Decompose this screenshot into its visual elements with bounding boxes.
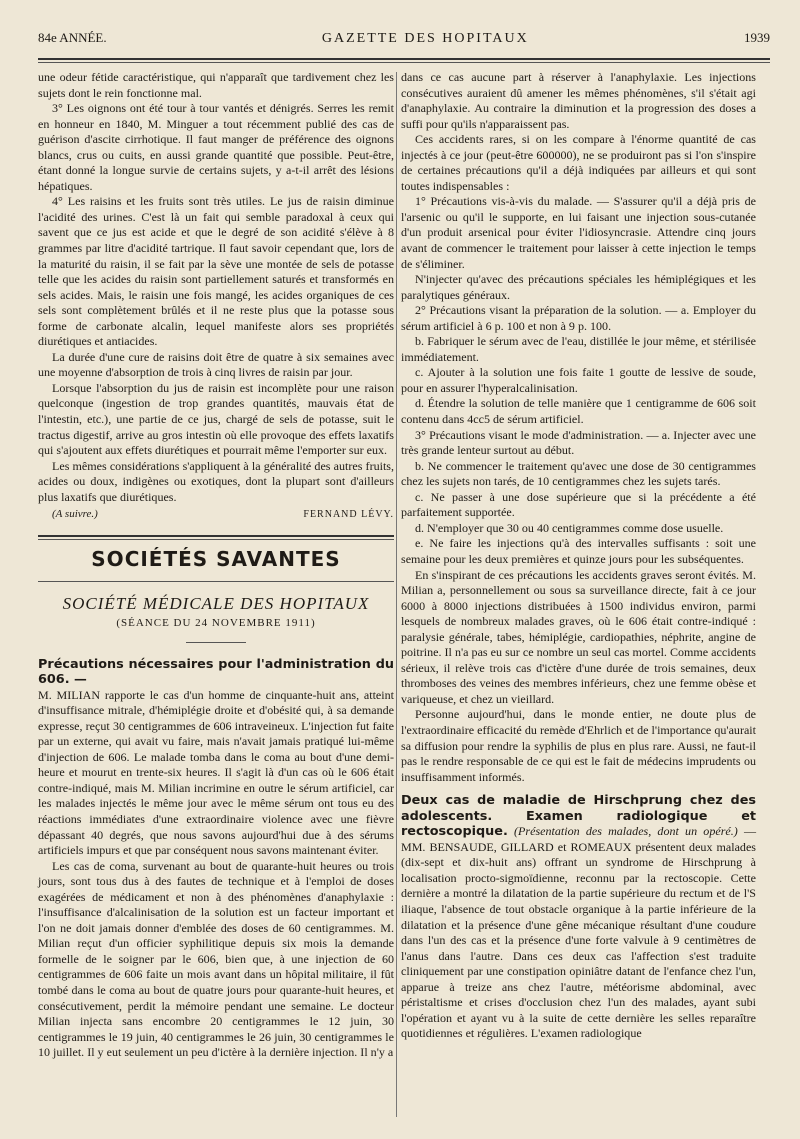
article-paragraph xyxy=(401,793,756,1042)
paragraph: 3° Précautions visant le mode d'administration. — a. Injecter avec une très grande lenteur surtout au début. xyxy=(401,427,756,458)
paragraph: c. Ajouter à la solution une fois faite 1 goutte de lessive de soude, pour en assurer l'hyperalcalinisation. xyxy=(401,365,756,395)
paragraph: 2° Précautions visant la préparation de la solution. — a. Employer du sérum artificiel à 6 p. 100 et non à 9 p. 100. xyxy=(401,303,756,333)
paragraph: e. Ne faire les injections qu'à des intervalles suffisants : soit une semaine pour les deux premières et quinze jours pour les subséquentes. xyxy=(401,536,756,566)
paragraph: Les cas de coma, survenant au bout de quarante-huit heures ou trois jours, sont tous dus à des fautes de technique et à l'emploi de doses exagérées de médicament et non à des phénomènes d'anaphylaxie : l'insuffisance d'alcalinisation de la solution est un facteur important et l'on ne doit jamais donner d'emblée des doses de 60 centigrammes. M. Milian reçut d'un officier syphilitique depuis six mois la demande formelle de le soigner par le 606, bien que, à une injection de 60 centigrammes de 606 faite un mois avant dans un hôpital militaire, il fût tombé dans le coma au bout de quatre jours pour quarante-huit heures, et consécutivement, perdit la mémoire pendant une semaine. Le docteur Milian injecta sans encombre 20 centigrammes le 12 juin, 30 centigrammes le 19 juin, 40 centigrammes le 26 juin, 30 centigrammes le 10 juillet. Il y eut seulement un peu d'ictère à la dernière injection. Il n'y a xyxy=(38,858,394,1060)
journal-title: GAZETTE DES HOPITAUX xyxy=(321,31,529,46)
short-rule xyxy=(186,642,246,643)
paragraph: Personne aujourd'hui, dans le monde entier, ne doute plus de l'extraordinaire efficacité du remède d'Ehrlich et de l'importance qu'aurait sa diffusion pour rendre la syphilis de plus en plus rare. Aussi, ne faut-il pas le rendre responsable de ce qui est le fait de médecins imprudents ou insuffisamment informés. xyxy=(401,707,756,784)
divider xyxy=(38,581,394,582)
paragraph: une odeur fétide caractéristique, qui n'apparaît que tardivement chez les sujets dont le rein fonctionne mal. xyxy=(38,70,394,100)
column-divider xyxy=(396,72,397,1117)
running-header xyxy=(38,30,770,54)
header-rule xyxy=(38,58,770,60)
article-signature xyxy=(38,507,394,523)
section-title: SOCIÉTÉS SAVANTES xyxy=(91,546,341,571)
society-title: SOCIÉTÉ MÉDICALE DES HOPITAUX xyxy=(62,594,370,614)
session-date: (SÉANCE DU 24 NOVEMBRE 1911) xyxy=(116,616,316,629)
paragraph: En s'inspirant de ces précautions les accidents graves seront évités. M. Milian a, personnellement ou sous sa surveillance directe, fait à ce jour 6000 à 8000 injections distribuées à 1500 individus environ, parmi lesquels de nombreux malades graves, où le 606 était contre-indiqué : paralysie générale, tabes, hémiplégie, cardiopathies, néphrite, angine de poitrine. Il n'a pas eu sur ce nombre un seul cas mortel. Comme accidents sérieux, il relève trois cas d'ictère d'une durée de trois semaines, deux thromboses des veines des membres inférieurs, chez une femme obèse et variqueuse, et chez un vieillard. xyxy=(401,567,756,706)
paragraph: Ces accidents rares, si on les compare à l'énorme quantité de cas injectés à ce jour (peut-être 600000), ne se produiront pas si l'on s'inspire de certaines précautions qu'il a déjà indiquées par ailleurs et qui sont toutes indispensables : xyxy=(401,132,756,193)
paragraph: dans ce cas aucune part à réserver à l'anaphylaxie. Les injections consécutives auraient dû amener les mêmes phénomènes, s'il s'était agi d'anaphylaxie. Au contraire la diminution et la progression des doses a suffi pour qu'ils n'apparaissent pas. xyxy=(401,70,756,131)
article-title: Deux cas de maladie de Hirschprung chez des adolescents. Examen radiologique et rectoscopique. xyxy=(401,793,756,840)
right-column xyxy=(401,70,756,1042)
edition-label: 84e ANNÉE. xyxy=(38,30,107,45)
paragraph: c. Ne passer à une dose supérieure que si la précédente a été parfaitement supportée. xyxy=(401,489,756,520)
article-note: (Présentation des malades, dont un opéré.) xyxy=(514,824,738,839)
paragraph: d. Étendre la solution de telle manière que 1 centigramme de 606 soit contenu dans 4cc5 de sérum artificiel. xyxy=(401,396,756,427)
left-column xyxy=(38,70,394,1061)
paragraph: b. Fabriquer le sérum avec de l'eau, distillée le jour même, et stérilisée immédiatement. xyxy=(401,334,756,364)
paragraph: La durée d'une cure de raisins doit être de quatre à six semaines avec une moyenne d'absorption de trois à cinq livres de raisin par jour. xyxy=(38,349,394,380)
section-divider xyxy=(38,535,394,540)
to-be-continued: (A suivre.) xyxy=(52,508,98,521)
header-rule-thin xyxy=(38,62,770,63)
paragraph: N'injecter qu'avec des précautions spéciales les hémiplégiques et les paralytiques généraux. xyxy=(401,272,756,302)
paragraph: 3° Les oignons ont été tour à tour vantés et dénigrés. Serres les remit en honneur en 1840, M. Minguer a tout récemment publié des cas de guérison d'ascite cirrhotique. Il faut manger de préférence des oignons blancs, crus ou cuits, en aussi grande quantité que possible. Peut-être, étant donné la longue survie de certains sujets, y a-t-il arrêt des lésions hépatiques. xyxy=(38,101,394,193)
author-name: FERNAND LÉVY. xyxy=(303,509,394,521)
paragraph: b. Ne commencer le traitement qu'avec une dose de 30 centigrammes chez les sujets non tarés, de 10 centigrammes chez les sujets tarés. xyxy=(401,458,756,489)
paragraph: Les mêmes considérations s'appliquent à la généralité des autres fruits, acides ou doux, indigènes ou exotiques, dont la plupart sont d'ailleurs plus laxatifs que diurétiques. xyxy=(38,458,394,504)
paragraph: Lorsque l'absorption du jus de raisin est incomplète pour une raison quelconque (ingestion de trop grandes quantités, mauvais état de l'intestin, etc.), une partie de ce jus, chargé de sels de potasse, suit le tractus digestif, arrive au gros intestin où elle provoque des effets laxatifs qui s'ajoutent aux effets diurétiques et pourrait même l'emporter sur eux. xyxy=(38,380,394,458)
page-number: 1939 xyxy=(744,30,770,45)
article-body: — MM. BENSAUDE, GILLARD et ROMEAUX présentent deux malades (dix-sept et dix-huit ans) offrant un syndrome de Hirschprung à localisation procto-sigmoïdienne, reconnu par la rectoscopie. Cette dernière a montré la dilatation de la partie supérieure du rectum et de l'S iliaque, l'absence de tout obstacle organique à la partie inférieure de la dilatation et la présence d'une gêne mécanique résultant d'une coudure dans l'un des cas et la présence d'une forte valvule à 9 centimètres de l'anus dans l'autre. Dans ces deux cas l'affection s'est traduite cliniquement par une constipation opiniâtre datant de l'enfance chez l'un, apparue à treize ans chez l'autre, météorisme abdominal, avec péristaltisme et crises d'occlusion chez l'un des malades, ayant subi l'opération et ayant vu à la suite de cette dernière les selles reparaître quotidiennes et régulières. L'examen radiologique xyxy=(401,824,756,1041)
article-title: Précautions nécessaires pour l'administration du 606. — xyxy=(38,656,394,688)
paragraph: d. N'employer que 30 ou 40 centigrammes comme dose usuelle. xyxy=(415,520,724,535)
paragraph: 1° Précautions vis-à-vis du malade. — S'assurer qu'il a déjà pris de l'arsenic ou qu'il le supporte, en lui faisant une injection sous-cutanée d'un produit arsenical pour éviter l'idiosyncrasie. Attendre cinq jours avant de commencer le traitement pour laisser à cette injection le temps de s'éliminer. xyxy=(401,194,756,271)
paragraph: 4° Les raisins et les fruits sont très utiles. Le jus de raisin diminue l'acidité des urines. C'est là un fait qui semble paradoxal à ceux qui savent que ce jus est acide et que le degré de son acidité s'élève à 8 grammes par litre d'acidité tartrique. Il faut savoir cependant que, lors de la maturité du raisin, il se fait par la sève une montée de sels de potasse telle que les acides du raisin sont partiellement saturés et transformés en sels acides. Mais, le raisin une fois mangé, les acides organiques de ces sels sont complètement brûlés et il ne reste plus que la potasse sous forme de carbonate alcalin, lequel manifeste alors ses propriétés diurétiques et antiacides. xyxy=(38,194,394,349)
paragraph: M. MILIAN rapporte le cas d'un homme de cinquante-huit ans, atteint d'insuffisance mitrale, d'hémiplégie droite et d'obésité qui, à sa demande expresse, reçut 30 centigrammes de 606 intraveineux. L'injection fut faite par un externe, qui avait vu faire, mais n'avait jamais pratiqué lui-même d'injection de 606. Le malade tomba dans le coma au bout d'une demi-heure et mourut en trente-six heures. Il s'agit là d'un cas où le 606 était contre-indiqué, mais M. Milian incrimine en outre le sérum artificiel, car les malades injectés le même jour avec le même sérum ont tous eu des réactions immédiates d'une extraordinaire violence avec une fièvre dépassant 40 degrés, que nous savons aujourd'hui due à des sérums artificiels impurs et que par conséquent nous savons maintenant éviter. xyxy=(38,687,394,858)
